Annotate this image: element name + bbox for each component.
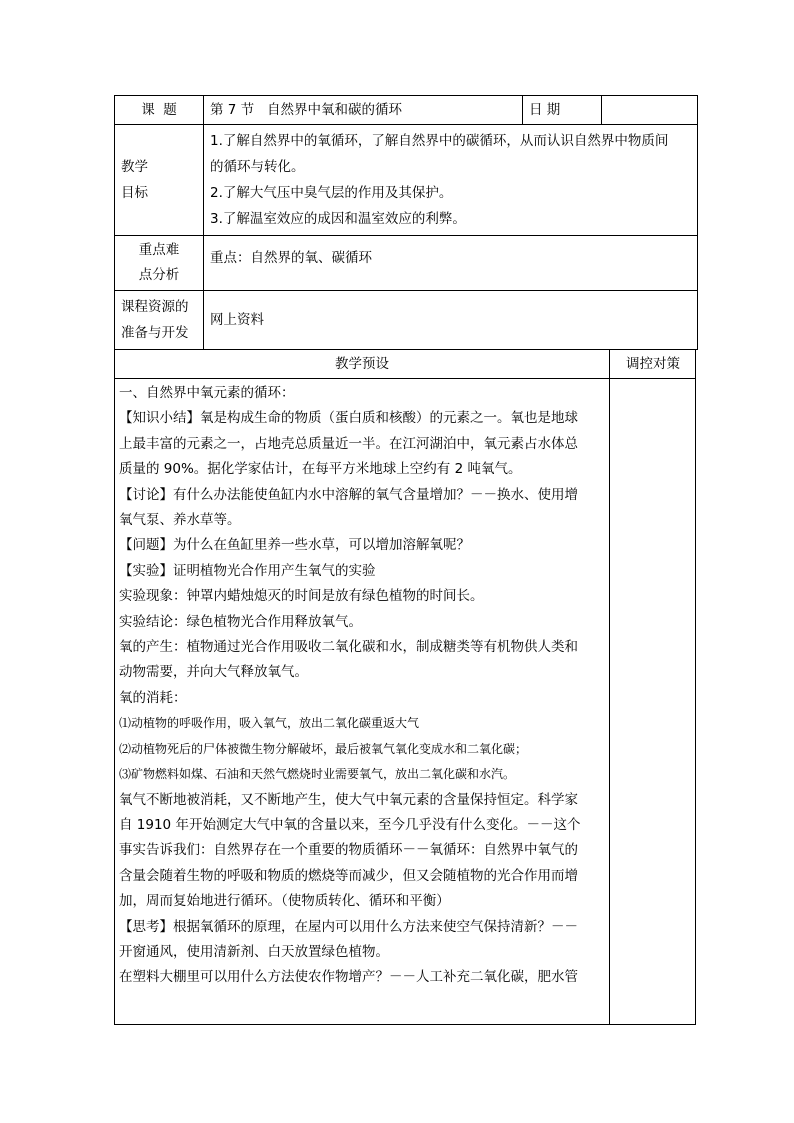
plan-text-line: ⑴动植物的呼吸作用，吸入氧气，放出二氧化碳重返大气 [119,716,420,731]
goal-line: 的循环与转化。 [210,159,305,175]
plan-text-line: 氧气不断地被消耗，又不断地产生，使大气中氧元素的含量保持恒定。科学家 [119,791,578,808]
resources-value: 网上资料 [204,291,698,350]
control-strategy-heading: 调控对策 [626,356,680,372]
topic-row [115,96,698,125]
goals-content [204,125,698,236]
teaching-plan-body [119,381,605,991]
plan-text-line: 事实告诉我们：自然界存在一个重要的物质循环－－氧循环：自然界中氧气的 [119,842,578,859]
plan-text-line: 【讨论】有什么办法能使鱼缸内水中溶解的氧气含量增加？－－换水、使用增 [119,486,578,503]
plan-text-line: 自 1910 年开始测定大气中氧的含量以来，至今几乎没有什么变化。－－这个 [119,816,581,833]
plan-text-line: 质量的 90%。据化学家估计，在每平方米地球上空约有 2 吨氧气。 [119,461,522,478]
teaching-plan-section [114,349,696,1025]
resources-row [115,291,698,350]
lesson-info-table [114,95,698,350]
plan-text-line: ⑶矿物燃料如煤、石油和天然气燃烧时业需要氧气，放出二氧化碳和水汽。 [119,767,516,782]
key-points-row [115,236,698,291]
plan-text-line: 【思考】根据氧循环的原理，在屋内可以用什么方法来使空气保持清新？－－ [119,918,578,935]
key-points-label-line: 点分析 [138,267,180,283]
date-value [602,96,698,125]
plan-text-line: 实验现象：钟罩内蜡烛熄灭的时间是放有绿色植物的时间长。 [119,588,484,605]
date-label: 日 期 [523,96,602,125]
goals-label-line: 教学 [121,159,148,175]
resources-label-line: 准备与开发 [121,325,189,341]
key-points-value: 重点：自然界的氧、碳循环 [204,236,698,291]
plan-text-line: 上最丰富的元素之一，占地壳总质量近一半。在江河湖泊中，氧元素占水体总 [119,435,578,452]
goal-line: 1.了解自然界中的氧循环，了解自然界中的碳循环，从而认识自然界中物质间 [210,133,669,149]
plan-text-line: 含量会随着生物的呼吸和物质的燃烧等而减少，但又会随植物的光合作用而增 [119,867,578,884]
plan-text-line: 一、自然界中氧元素的循环： [119,385,295,401]
plan-text-line: 氧的产生：植物通过光合作用吸收二氧化碳和水，制成糖类等有机物供人类和 [119,639,578,656]
goal-line: 3.了解温室效应的成因和温室效应的利弊。 [210,211,466,227]
resources-label [115,291,204,350]
plan-text-line: 在塑料大棚里可以用什么方法使农作物增产？－－人工补充二氧化碳，肥水管 [119,969,578,986]
plan-text-line: 加，周而复始地进行循环。（使物质转化、循环和平衡） [119,893,450,910]
plan-text-line: 氧气泵、养水草等。 [119,512,241,529]
resources-label-line: 课程资源的 [121,299,189,315]
goal-line: 2.了解大气压中臭气层的作用及其保护。 [210,185,453,201]
plan-text-line: 开窗通风，使用清新剂、白天放置绿色植物。 [119,943,389,960]
plan-text-line: ⑵动植物死后的尸体被微生物分解破坏，最后被氧气氧化变成水和二氧化碳； [119,741,528,756]
plan-text-line: 实验结论：绿色植物光合作用释放氧气。 [119,613,362,630]
topic-value: 第 7 节 自然界中氧和碳的循环 [204,96,523,125]
plan-text-line: 【实验】证明植物光合作用产生氧气的实验 [119,562,376,579]
goals-row [115,125,698,236]
goals-label [115,125,204,236]
goals-label-line: 目标 [121,185,148,201]
plan-text-line: 【知识小结】氧是构成生命的物质（蛋白质和核酸）的元素之一。氧也是地球 [119,410,578,427]
plan-text-line: 氧的消耗： [119,689,187,706]
column-divider [609,350,610,1024]
plan-text-line: 【问题】为什么在鱼缸里养一些水草，可以增加溶解氧呢？ [119,537,470,554]
topic-label: 课 题 [115,96,204,125]
key-points-label-line: 重点难 [138,242,180,258]
key-points-label [115,236,204,291]
teaching-plan-heading: 教学预设 [335,356,389,372]
plan-text-line: 动物需要，并向大气释放氧气。 [119,664,308,681]
header-divider [115,378,695,379]
